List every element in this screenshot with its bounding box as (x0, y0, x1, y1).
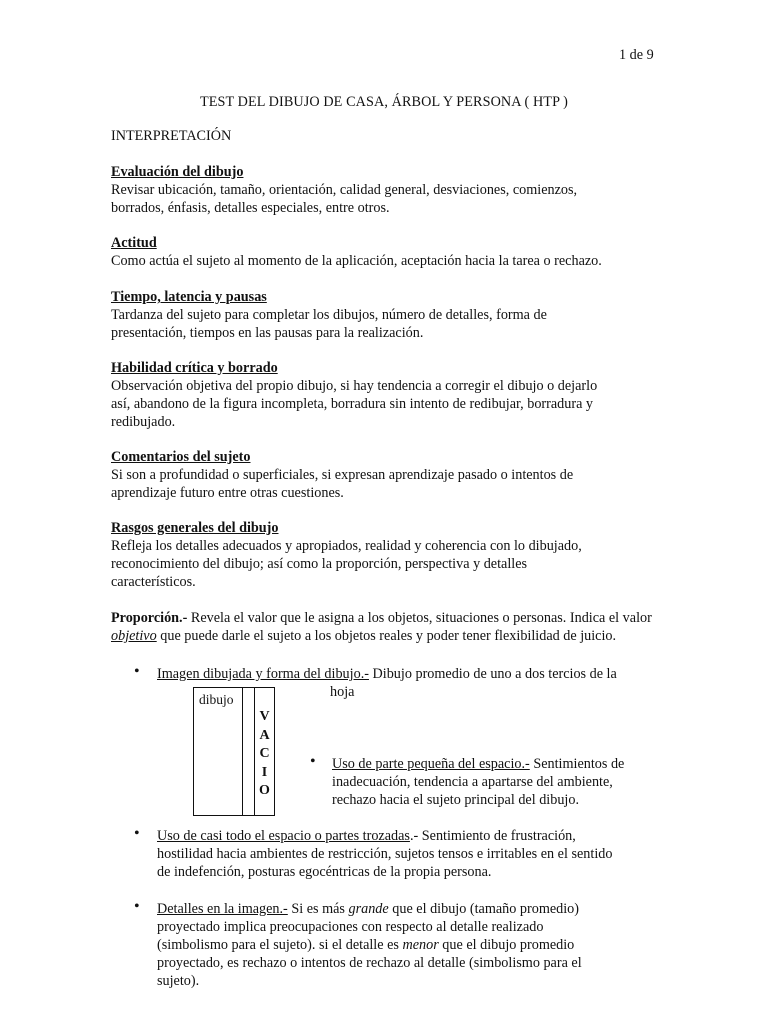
section-text: Revisar ubicación, tamaño, orientación, calidad general, desviaciones, comienzos, borrados, énfasis, detalles especiales, entre otros. (111, 182, 578, 216)
section-evaluacion (111, 163, 659, 217)
bullet-imagen-dibujada: Imagen dibujada y forma del dibujo.- Dibujo promedio de uno a dos tercios de la (157, 666, 617, 682)
section-text: Tardanza del sujeto para completar los dibujos, número de detalles, forma de presentación, tiempos en las pausas para la realización. (111, 307, 547, 341)
bullet-icon: • (134, 825, 140, 842)
section-text: Observación objetiva del propio dibujo, si hay tendencia a corregir el dibujo o dejarlo así, abandono de la figura incompleta, borradura sin intento de redibujar, borradura y redibujado. (111, 378, 598, 430)
section-heading: Actitud (111, 235, 157, 251)
section-heading: Habilidad crítica y borrado (111, 360, 278, 376)
bullet-icon: • (134, 663, 140, 680)
diagram-label: dibujo (199, 692, 234, 707)
section-text: Refleja los detalles adecuados y apropiados, realidad y coherencia con lo dibujado, reconocimiento del dibujo; así como la proporción, perspectiva y detalles característicos. (111, 538, 582, 590)
proportion-label: Proporción.- (111, 610, 188, 626)
bullet-icon: • (310, 753, 316, 770)
interpretation-heading: INTERPRETACIÓN (111, 128, 232, 144)
bullet-icon: • (134, 898, 140, 915)
section-actitud (111, 234, 659, 270)
section-habilidad (111, 359, 659, 431)
diagram-vacio-text: V A C I O (259, 709, 270, 798)
diagram-divider (242, 688, 243, 815)
section-heading: Rasgos generales del dibujo (111, 520, 279, 536)
section-heading: Comentarios del sujeto (111, 449, 251, 465)
bullet-parte-pequena: Uso de parte pequeña del espacio.- Sentimientos de inadecuación, tendencia a apartarse del ambiente, rechazo hacia el sujeto principal del dibujo. (332, 756, 625, 808)
bullet-casi-todo: Uso de casi todo el espacio o partes trozadas.- Sentimiento de frustración, hostilidad hacia ambientes de restricción, sujetos tensos e irritables en el sentido de indefención, posturas egocéntricas de la propia persona. (157, 828, 613, 880)
bullet-imagen-continuation: hoja (330, 684, 355, 700)
section-rasgos (111, 519, 659, 591)
emphasis-menor: menor (402, 937, 439, 953)
section-text: Si son a profundidad o superficiales, si expresan aprendizaje pasado o intentos de aprendizaje futuro entre otras cuestiones. (111, 467, 574, 501)
proportion-paragraph: Proporción.- Revela el valor que le asigna a los objetos, situaciones o personas. Indica el valor objetivo que puede darle el sujeto a los objetos reales y poder tener flexibilidad de juicio. (111, 610, 652, 644)
document-title: TEST DEL DIBUJO DE CASA, ÁRBOL Y PERSONA ( HTP ) (199, 94, 569, 110)
section-heading: Evaluación del dibujo (111, 164, 244, 180)
bullet-detalles: Detalles en la imagen.- Si es más grande que el dibujo (tamaño promedio) proyectado implica preocupaciones con respecto al detalle realizado (simbolismo para el sujeto). si el detalle es menor que el dibujo promedio proyectado, es rechazo o intentos de rechazo al detalle (simbolismo para el sujeto). (157, 901, 582, 989)
section-comentarios (111, 448, 659, 502)
page-number: 1 de 9 (619, 47, 654, 63)
section-heading: Tiempo, latencia y pausas (111, 289, 267, 305)
drawing-space-diagram (193, 687, 275, 816)
section-tiempo (111, 288, 659, 342)
emphasis-objetivo: objetivo (111, 628, 157, 644)
section-text: Como actúa el sujeto al momento de la aplicación, aceptación hacia la tarea o rechazo. (111, 253, 602, 269)
emphasis-grande: grande (348, 901, 389, 917)
